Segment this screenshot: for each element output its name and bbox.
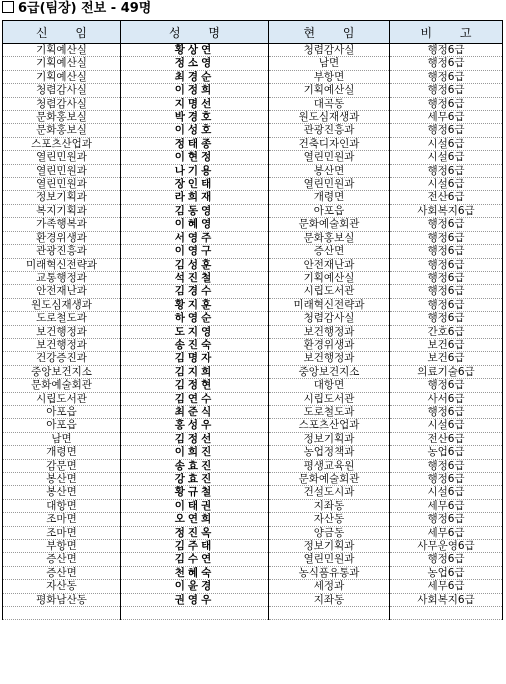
cell-new-post: 교통행정과 bbox=[3, 271, 121, 284]
cell-name: 김정선 bbox=[121, 432, 269, 445]
cell-remarks: 사회복지6급 bbox=[390, 593, 503, 606]
cell-remarks: 사서6급 bbox=[390, 392, 503, 405]
table-row bbox=[3, 580, 503, 593]
cell-current-post: 남면 bbox=[269, 57, 390, 70]
table-row bbox=[3, 446, 503, 459]
cell-remarks: 행정6급 bbox=[390, 231, 503, 244]
cell-name: 나기용 bbox=[121, 164, 269, 177]
cell-name: 이태권 bbox=[121, 499, 269, 512]
cell-name: 김연수 bbox=[121, 392, 269, 405]
table-row bbox=[3, 607, 503, 620]
cell-remarks: 시설6급 bbox=[390, 486, 503, 499]
cell-current-post: 열린민원과 bbox=[269, 553, 390, 566]
cell-new-post: 문화홍보실 bbox=[3, 124, 121, 137]
table-row bbox=[3, 44, 503, 57]
cell-current-post: 스포츠산업과 bbox=[269, 419, 390, 432]
cell-remarks: 행정6급 bbox=[390, 97, 503, 110]
table-row bbox=[3, 540, 503, 553]
cell-new-post: 아포읍 bbox=[3, 419, 121, 432]
cell-name: 박경호 bbox=[121, 111, 269, 124]
table-row bbox=[3, 405, 503, 418]
cell-current-post: 대항면 bbox=[269, 379, 390, 392]
cell-name: 송진숙 bbox=[121, 338, 269, 351]
header-new-post: 신 임 bbox=[3, 21, 121, 44]
cell-name: 이정희 bbox=[121, 84, 269, 97]
table-row bbox=[3, 392, 503, 405]
cell-new-post: 복지기획과 bbox=[3, 204, 121, 217]
cell-remarks: 행정6급 bbox=[390, 258, 503, 271]
cell-name: 김주태 bbox=[121, 540, 269, 553]
cell-name: 이현정 bbox=[121, 151, 269, 164]
cell-remarks: 행정6급 bbox=[390, 405, 503, 418]
cell-name: 지명선 bbox=[121, 97, 269, 110]
cell-name: 황지훈 bbox=[121, 298, 269, 311]
table-row bbox=[3, 97, 503, 110]
cell-new-post: 원도심재생과 bbox=[3, 298, 121, 311]
cell-current-post: 평생교육원 bbox=[269, 459, 390, 472]
cell-remarks: 시설6급 bbox=[390, 151, 503, 164]
cell-new-post bbox=[3, 607, 121, 620]
cell-new-post: 청렴감사실 bbox=[3, 97, 121, 110]
cell-remarks: 세무6급 bbox=[390, 580, 503, 593]
cell-new-post: 미래혁신전략과 bbox=[3, 258, 121, 271]
cell-name: 홍성우 bbox=[121, 419, 269, 432]
cell-current-post: 정보기획과 bbox=[269, 432, 390, 445]
header-row bbox=[3, 21, 503, 44]
cell-current-post: 보건행정과 bbox=[269, 325, 390, 338]
cell-remarks: 행정6급 bbox=[390, 553, 503, 566]
cell-remarks: 행정6급 bbox=[390, 218, 503, 231]
cell-new-post: 부항면 bbox=[3, 540, 121, 553]
cell-current-post bbox=[269, 607, 390, 620]
cell-name: 하영순 bbox=[121, 312, 269, 325]
cell-current-post: 중앙보건지소 bbox=[269, 365, 390, 378]
cell-name: 서영주 bbox=[121, 231, 269, 244]
table-row bbox=[3, 178, 503, 191]
cell-current-post: 문화홍보실 bbox=[269, 231, 390, 244]
cell-current-post: 시립도서관 bbox=[269, 392, 390, 405]
cell-current-post: 열린민원과 bbox=[269, 151, 390, 164]
cell-name: 김수연 bbox=[121, 553, 269, 566]
cell-name: 라희재 bbox=[121, 191, 269, 204]
cell-remarks: 행정6급 bbox=[390, 245, 503, 258]
table-row bbox=[3, 379, 503, 392]
cell-name: 황상연 bbox=[121, 44, 269, 57]
cell-remarks: 전산6급 bbox=[390, 432, 503, 445]
cell-current-post: 기획예산실 bbox=[269, 84, 390, 97]
cell-name: 이혜영 bbox=[121, 218, 269, 231]
cell-new-post: 안전재난과 bbox=[3, 285, 121, 298]
table-row bbox=[3, 111, 503, 124]
cell-name bbox=[121, 607, 269, 620]
table-row bbox=[3, 271, 503, 284]
cell-remarks: 행정6급 bbox=[390, 459, 503, 472]
table-row bbox=[3, 124, 503, 137]
cell-name: 오연희 bbox=[121, 513, 269, 526]
cell-new-post: 개령면 bbox=[3, 446, 121, 459]
cell-new-post: 봉산면 bbox=[3, 473, 121, 486]
cell-new-post: 시립도서관 bbox=[3, 392, 121, 405]
cell-name: 김성훈 bbox=[121, 258, 269, 271]
cell-remarks: 세무6급 bbox=[390, 111, 503, 124]
cell-current-post: 농식품유통과 bbox=[269, 566, 390, 579]
cell-remarks: 행정6급 bbox=[390, 271, 503, 284]
cell-new-post: 문화예술회관 bbox=[3, 379, 121, 392]
cell-remarks: 세무6급 bbox=[390, 526, 503, 539]
cell-new-post: 보건행정과 bbox=[3, 325, 121, 338]
cell-new-post: 자산동 bbox=[3, 580, 121, 593]
cell-new-post: 감문면 bbox=[3, 459, 121, 472]
cell-current-post: 시립도서관 bbox=[269, 285, 390, 298]
cell-name: 최준식 bbox=[121, 405, 269, 418]
cell-remarks: 전산6급 bbox=[390, 191, 503, 204]
cell-name: 최경순 bbox=[121, 70, 269, 83]
table-row bbox=[3, 137, 503, 150]
cell-remarks bbox=[390, 607, 503, 620]
table-row bbox=[3, 204, 503, 217]
table-row bbox=[3, 432, 503, 445]
cell-new-post: 평화남산동 bbox=[3, 593, 121, 606]
cell-current-post: 원도심재생과 bbox=[269, 111, 390, 124]
table-row bbox=[3, 566, 503, 579]
cell-current-post: 건설도시과 bbox=[269, 486, 390, 499]
cell-current-post: 양금동 bbox=[269, 526, 390, 539]
cell-current-post: 보건행정과 bbox=[269, 352, 390, 365]
cell-current-post: 지좌동 bbox=[269, 499, 390, 512]
table-row bbox=[3, 352, 503, 365]
cell-current-post: 청렴감사실 bbox=[269, 44, 390, 57]
cell-new-post: 청렴감사실 bbox=[3, 84, 121, 97]
cell-new-post: 환경위생과 bbox=[3, 231, 121, 244]
cell-remarks: 행정6급 bbox=[390, 70, 503, 83]
table-row bbox=[3, 70, 503, 83]
cell-name: 이윤경 bbox=[121, 580, 269, 593]
cell-current-post: 안전재난과 bbox=[269, 258, 390, 271]
cell-remarks: 행정6급 bbox=[390, 44, 503, 57]
cell-name: 권영우 bbox=[121, 593, 269, 606]
header-remarks: 비 고 bbox=[390, 21, 503, 44]
cell-new-post: 기획예산실 bbox=[3, 44, 121, 57]
table-row bbox=[3, 245, 503, 258]
cell-current-post: 기획예산실 bbox=[269, 271, 390, 284]
cell-current-post: 지좌동 bbox=[269, 593, 390, 606]
cell-new-post: 관광진흥과 bbox=[3, 245, 121, 258]
cell-new-post: 대항면 bbox=[3, 499, 121, 512]
cell-remarks: 농업6급 bbox=[390, 446, 503, 459]
cell-remarks: 사무운영6급 bbox=[390, 540, 503, 553]
cell-new-post: 정보기획과 bbox=[3, 191, 121, 204]
cell-name: 이성호 bbox=[121, 124, 269, 137]
cell-current-post: 관광진흥과 bbox=[269, 124, 390, 137]
cell-name: 석진철 bbox=[121, 271, 269, 284]
cell-current-post: 미래혁신전략과 bbox=[269, 298, 390, 311]
table-row bbox=[3, 285, 503, 298]
cell-remarks: 보건6급 bbox=[390, 352, 503, 365]
cell-current-post: 정보기획과 bbox=[269, 540, 390, 553]
header-name: 성 명 bbox=[121, 21, 269, 44]
cell-remarks: 간호6급 bbox=[390, 325, 503, 338]
title-text: 6급(팀장) 전보 - 49명 bbox=[18, 1, 152, 16]
cell-name: 김명자 bbox=[121, 352, 269, 365]
cell-current-post: 대곡동 bbox=[269, 97, 390, 110]
table-row bbox=[3, 526, 503, 539]
cell-name: 정태종 bbox=[121, 137, 269, 150]
transfer-table bbox=[2, 20, 503, 620]
cell-new-post: 열린민원과 bbox=[3, 178, 121, 191]
table-row bbox=[3, 338, 503, 351]
cell-new-post: 건강증진과 bbox=[3, 352, 121, 365]
cell-new-post: 기획예산실 bbox=[3, 70, 121, 83]
cell-new-post: 남면 bbox=[3, 432, 121, 445]
cell-remarks: 농업6급 bbox=[390, 566, 503, 579]
cell-new-post: 기획예산실 bbox=[3, 57, 121, 70]
cell-name: 천혜숙 bbox=[121, 566, 269, 579]
cell-name: 도지영 bbox=[121, 325, 269, 338]
cell-name: 정진옥 bbox=[121, 526, 269, 539]
cell-new-post: 보건행정과 bbox=[3, 338, 121, 351]
table-row bbox=[3, 191, 503, 204]
cell-current-post: 농업정책과 bbox=[269, 446, 390, 459]
cell-current-post: 청렴감사실 bbox=[269, 312, 390, 325]
cell-new-post: 조마면 bbox=[3, 513, 121, 526]
table-row bbox=[3, 57, 503, 70]
cell-remarks: 시설6급 bbox=[390, 178, 503, 191]
cell-remarks: 세무6급 bbox=[390, 499, 503, 512]
cell-remarks: 행정6급 bbox=[390, 312, 503, 325]
cell-new-post: 가족행복과 bbox=[3, 218, 121, 231]
cell-remarks: 의료기술6급 bbox=[390, 365, 503, 378]
table-row bbox=[3, 298, 503, 311]
cell-name: 김경수 bbox=[121, 285, 269, 298]
cell-current-post: 봉산면 bbox=[269, 164, 390, 177]
cell-new-post: 봉산면 bbox=[3, 486, 121, 499]
cell-current-post: 도로철도과 bbox=[269, 405, 390, 418]
cell-remarks: 보건6급 bbox=[390, 338, 503, 351]
table-row bbox=[3, 218, 503, 231]
table-row bbox=[3, 151, 503, 164]
cell-remarks: 행정6급 bbox=[390, 84, 503, 97]
cell-name: 강효진 bbox=[121, 473, 269, 486]
cell-new-post: 아포읍 bbox=[3, 405, 121, 418]
cell-remarks: 시설6급 bbox=[390, 137, 503, 150]
cell-name: 이영구 bbox=[121, 245, 269, 258]
cell-name: 이희진 bbox=[121, 446, 269, 459]
table-row bbox=[3, 553, 503, 566]
cell-new-post: 조마면 bbox=[3, 526, 121, 539]
table-row bbox=[3, 164, 503, 177]
cell-name: 장인태 bbox=[121, 178, 269, 191]
cell-name: 김지희 bbox=[121, 365, 269, 378]
cell-current-post: 부항면 bbox=[269, 70, 390, 83]
cell-name: 송효진 bbox=[121, 459, 269, 472]
cell-new-post: 중앙보건지소 bbox=[3, 365, 121, 378]
cell-name: 정소영 bbox=[121, 57, 269, 70]
table-row bbox=[3, 258, 503, 271]
table-row bbox=[3, 419, 503, 432]
cell-new-post: 증산면 bbox=[3, 553, 121, 566]
header-current-post: 현 임 bbox=[269, 21, 390, 44]
cell-current-post: 개령면 bbox=[269, 191, 390, 204]
page-title bbox=[2, 0, 151, 18]
cell-current-post: 건축디자인과 bbox=[269, 137, 390, 150]
cell-new-post: 증산면 bbox=[3, 566, 121, 579]
table-row bbox=[3, 84, 503, 97]
cell-current-post: 문화예술회관 bbox=[269, 473, 390, 486]
cell-current-post: 자산동 bbox=[269, 513, 390, 526]
checkbox-square-icon bbox=[2, 1, 14, 13]
cell-remarks: 행정6급 bbox=[390, 57, 503, 70]
cell-current-post: 열린민원과 bbox=[269, 178, 390, 191]
table-row bbox=[3, 365, 503, 378]
table-row bbox=[3, 325, 503, 338]
cell-remarks: 행정6급 bbox=[390, 379, 503, 392]
table-row bbox=[3, 486, 503, 499]
table-row bbox=[3, 231, 503, 244]
table-row bbox=[3, 593, 503, 606]
cell-remarks: 행정6급 bbox=[390, 513, 503, 526]
cell-remarks: 행정6급 bbox=[390, 298, 503, 311]
cell-remarks: 행정6급 bbox=[390, 285, 503, 298]
cell-remarks: 행정6급 bbox=[390, 473, 503, 486]
cell-current-post: 환경위생과 bbox=[269, 338, 390, 351]
table-row bbox=[3, 513, 503, 526]
cell-new-post: 스포츠산업과 bbox=[3, 137, 121, 150]
cell-current-post: 아포읍 bbox=[269, 204, 390, 217]
cell-name: 김정현 bbox=[121, 379, 269, 392]
cell-new-post: 열린민원과 bbox=[3, 164, 121, 177]
cell-remarks: 사회복지6급 bbox=[390, 204, 503, 217]
cell-new-post: 열린민원과 bbox=[3, 151, 121, 164]
cell-name: 김동영 bbox=[121, 204, 269, 217]
cell-current-post: 문화예술회관 bbox=[269, 218, 390, 231]
table-row bbox=[3, 312, 503, 325]
cell-name: 황규철 bbox=[121, 486, 269, 499]
table-row bbox=[3, 499, 503, 512]
cell-remarks: 시설6급 bbox=[390, 419, 503, 432]
cell-remarks: 행정6급 bbox=[390, 124, 503, 137]
cell-current-post: 증산면 bbox=[269, 245, 390, 258]
table-row bbox=[3, 459, 503, 472]
cell-remarks: 행정6급 bbox=[390, 164, 503, 177]
table-row bbox=[3, 473, 503, 486]
cell-current-post: 세정과 bbox=[269, 580, 390, 593]
cell-new-post: 도로철도과 bbox=[3, 312, 121, 325]
cell-new-post: 문화홍보실 bbox=[3, 111, 121, 124]
